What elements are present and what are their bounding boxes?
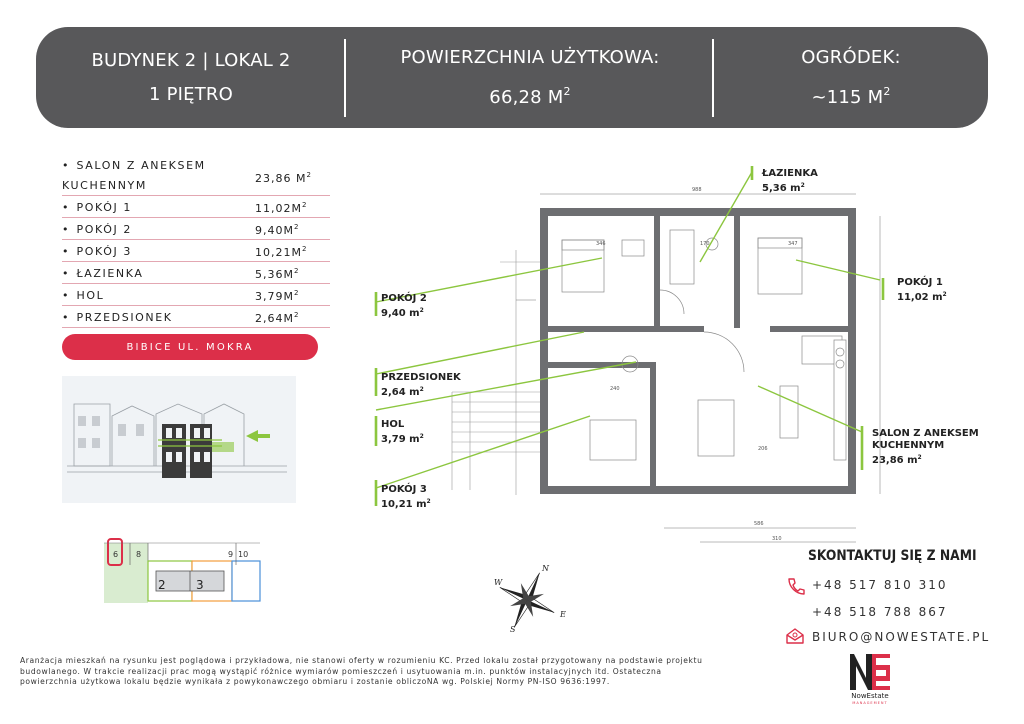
- plan-label-sup: 2: [942, 291, 947, 298]
- plan-label-sup: 2: [419, 386, 424, 393]
- plan-label-area-wrap: [381, 431, 424, 446]
- room-area: [255, 223, 299, 237]
- compass-w: W: [494, 578, 503, 587]
- room-area-value: 23,86 M: [255, 172, 307, 185]
- room-name: [62, 156, 232, 196]
- plan-label-name: POKÓJ 1: [897, 277, 943, 288]
- plan-label-name: ŁAZIENKA: [762, 168, 818, 179]
- room-area-value: 3,79M: [255, 290, 294, 303]
- room-area-sup: 2: [293, 267, 300, 275]
- compass-rose-icon: [494, 565, 560, 635]
- room-area: [255, 289, 299, 303]
- room-row-lazienka: [62, 262, 330, 284]
- room-row-pokoj2: [62, 218, 330, 240]
- contact-phone-2[interactable]: +48 518 788 867: [812, 605, 948, 619]
- plan-label-area: 11,02 m: [897, 292, 943, 303]
- svg-text:206: 206: [758, 446, 768, 452]
- room-name: • PRZEDSIONEK: [62, 311, 173, 324]
- compass-e: E: [560, 610, 566, 619]
- area-unit-sup: 2: [563, 84, 571, 98]
- room-area-sup: 2: [293, 289, 300, 297]
- location-pill[interactable]: BIBICE UL. MOKRA: [62, 334, 318, 360]
- area-title: POWIERZCHNIA UŻYTKOWA:: [400, 46, 660, 68]
- plot-number: 8: [136, 550, 142, 559]
- area-value: 66,28 M: [489, 86, 564, 108]
- room-area-sup: 2: [301, 201, 308, 209]
- header-area: [346, 27, 714, 128]
- building-number: 2: [158, 578, 166, 592]
- svg-text:347: 347: [788, 241, 798, 247]
- building-number: 3: [196, 578, 204, 592]
- plan-label-name: PRZEDSIONEK: [381, 372, 461, 383]
- floor-line: 1 PIĘTRO: [149, 83, 233, 105]
- contact-email[interactable]: BIURO@NOWESTATE.PL: [812, 630, 991, 644]
- svg-text:310: 310: [772, 536, 782, 542]
- room-name-line1: SALON Z ANEKSEM: [76, 159, 206, 172]
- plan-label-lazienka: [762, 168, 818, 195]
- plan-label-area-wrap: [897, 289, 947, 304]
- plan-label-przedsionek: [381, 372, 461, 399]
- plan-label-area: 9,40 m: [381, 308, 420, 319]
- plan-label-name: KUCHENNYM: [872, 440, 945, 451]
- svg-text:170: 170: [700, 241, 710, 247]
- room-area-sup: 2: [306, 171, 312, 179]
- room-row-przedsionek: [62, 306, 330, 328]
- site-plan-image: [100, 537, 262, 607]
- room-area-sup: 2: [293, 311, 300, 319]
- room-name-line2: KUCHENNYM: [62, 179, 147, 192]
- plan-label-name: POKÓJ 3: [381, 484, 427, 495]
- logo-sub: MANAGEMENT: [852, 701, 888, 705]
- garden-value-wrap: [811, 75, 890, 115]
- plan-label-pokoj2: [381, 293, 427, 320]
- plan-label-area: 2,64 m: [381, 387, 420, 398]
- plan-label-name: SALON Z ANEKSEM: [872, 428, 979, 439]
- building-elevation-image: [62, 376, 296, 503]
- garden-title: OGRÓDEK:: [801, 46, 901, 68]
- disclaimer-text: Aranżacja mieszkań na rysunku jest poglądowa i przykładowa, nie stanowi oferty w rozumieniu KC. Przed lokalu został przygotowany na podstawie projektu budowlanego. W trakcie realizacji prac mogą wystąpić różnice wymiarów pomieszczeń i usytuowania m.in. punktów instalacyjnych itd. Ostateczna powierzchnia użytkowa lokalu będzie wynikała z powykonawczego obmiaru i zostanie obliczoNA wg. Polskiej Normy PN-ISO 9636:1997.: [20, 656, 703, 686]
- garden-value: ~115 M: [811, 86, 884, 108]
- contact-title: SKONTAKTUJ SIĘ Z NAMI: [808, 548, 977, 564]
- room-area: [255, 311, 299, 325]
- garden-unit-sup: 2: [883, 84, 891, 98]
- room-name: • POKÓJ 2: [62, 223, 132, 236]
- room-area-sup: 2: [293, 223, 300, 231]
- room-row-salon: [62, 153, 330, 196]
- plot-number: 10: [238, 550, 249, 559]
- room-area: [255, 201, 307, 215]
- room-list: [62, 153, 330, 328]
- plot-number: 6: [113, 550, 119, 559]
- room-area: [255, 171, 312, 185]
- building-line: BUDYNEK 2 | LOKAL 2: [91, 49, 291, 71]
- mail-icon: [785, 627, 805, 645]
- plan-label-sup: 2: [419, 433, 424, 440]
- plan-label-area-wrap: [381, 496, 431, 511]
- plan-label-name: HOL: [381, 419, 405, 430]
- room-area-value: 9,40M: [255, 224, 294, 237]
- room-row-pokoj1: [62, 196, 330, 218]
- room-name: • ŁAZIENKA: [62, 267, 144, 280]
- plan-label-area-wrap: [381, 384, 461, 399]
- room-area: [255, 245, 307, 259]
- header-building: [36, 27, 346, 128]
- plan-label-area: 5,36 m: [762, 183, 801, 194]
- plan-label-pokoj3: [381, 484, 431, 511]
- svg-text:346: 346: [596, 241, 606, 247]
- compass-n: N: [542, 564, 549, 573]
- svg-text:586: 586: [754, 521, 764, 527]
- room-name: • POKÓJ 3: [62, 245, 132, 258]
- plan-label-name: POKÓJ 2: [381, 293, 427, 304]
- room-area: [255, 267, 299, 281]
- compass-s: S: [510, 625, 516, 634]
- contact-phone-1[interactable]: +48 517 810 310: [812, 578, 948, 592]
- room-name: • HOL: [62, 289, 104, 302]
- plot-number: 9: [228, 550, 234, 559]
- logo-text: NowEstate: [851, 692, 889, 700]
- plan-label-area: 3,79 m: [381, 434, 420, 445]
- room-area-value: 2,64M: [255, 312, 294, 325]
- plan-label-area-wrap: [381, 305, 427, 320]
- room-area-value: 10,21M: [255, 246, 302, 259]
- svg-text:240: 240: [610, 386, 620, 392]
- room-name: • POKÓJ 1: [62, 201, 132, 214]
- svg-text:988: 988: [692, 187, 702, 193]
- area-value-wrap: [489, 75, 570, 115]
- plan-label-sup: 2: [419, 307, 424, 314]
- room-row-hol: [62, 284, 330, 306]
- plan-label-area-wrap: [762, 180, 818, 195]
- plan-label-sup: 2: [800, 182, 805, 189]
- plan-label-sup: 2: [917, 454, 922, 461]
- plan-label-area: 10,21 m: [381, 499, 427, 510]
- room-row-pokoj3: [62, 240, 330, 262]
- plan-label-area-wrap: [872, 452, 979, 467]
- room-area-value: 5,36M: [255, 268, 294, 281]
- header-garden: [714, 27, 988, 128]
- plan-label-area: 23,86 m: [872, 455, 918, 466]
- room-area-sup: 2: [301, 245, 308, 253]
- plan-label-hol: [381, 419, 424, 446]
- header-banner: [36, 27, 988, 128]
- phone-icon: [786, 577, 806, 595]
- plan-label-salon: [872, 428, 979, 467]
- room-area-value: 11,02M: [255, 202, 302, 215]
- plan-label-pokoj1: [897, 277, 947, 304]
- plan-label-sup: 2: [426, 498, 431, 505]
